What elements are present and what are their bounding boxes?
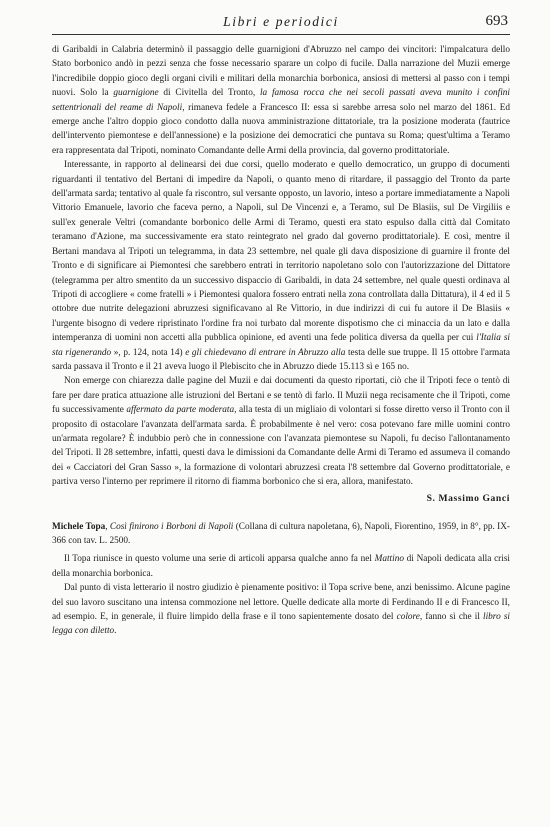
italic-text: affermato da parte moderata — [126, 405, 235, 416]
text-run: , fanno sì che il — [419, 612, 484, 623]
text-run: Il Topa riunisce in questo volume una serie di articoli apparsa qualche anno fa nel — [64, 554, 375, 565]
text-run: di Civitella del Tronto, — [158, 88, 260, 99]
page-header — [52, 12, 510, 35]
article-body — [52, 43, 510, 639]
text-run: testa delle sue truppe. Il 15 ottobre l'armata sarda passava il Tronto e il 21 aveva luogo il Plebiscito che in Abruzzo diede 15.113 sì e 165 no. — [52, 347, 511, 372]
book-review-heading: Michele Topa, Così finirono i Borboni di Napoli (Collana di cultura napoletana, 6), Napoli, Fiorentino, 1959, in 8°, pp. IX-366 con tav. L. 2500. — [52, 521, 511, 546]
paragraph — [52, 581, 510, 639]
text-run: di Garibaldi in Calabria determinò il passaggio delle guarnigioni d'Abruzzo nel campo dei vincitori: l'impalcatura dello Stato borbonico andò in pezzi senza che fosse necessario sparare un colpo di fucile. Dalla narrazione del Muzii emerge l'incredibile doppio gioco degli organi civili e militari della monarchia borbonica, ansiosi di mettersi al passo con i tempi nuovi. Solo la — [52, 45, 510, 99]
paragraph — [52, 552, 510, 581]
article-paragraphs — [52, 43, 510, 490]
italic-text: guarnigione — [113, 88, 159, 99]
italic-text: la famosa rocca che nei secoli passati aveva munito i confini settentrionali del reame di Napoli — [52, 88, 510, 113]
text-run: », p. 124, nota 14) — [111, 347, 186, 358]
italic-text: l'Italia si sta rigenerando — [52, 333, 510, 358]
italic-text: colore — [396, 612, 420, 623]
review-paragraphs — [52, 552, 510, 638]
text-run: , alla testa di un migliaio di volontari si fosse diretto verso il Tronto con il proposito di ostacolare l'avanzata dell'armata sarda. È probabilmente è nel vero: cosa potevano fare mille uomini contro un'armata regolare? È indubbio però che in connessione con l'avanzata piemontese su Napoli, fu deciso l'allontanamento del Tripoti. Il 28 settembre, infatti, questi dava le dimissioni da Comandante delle Armi di Teramo ed assumeva il comando dei « Cacciatori del Gran Sasso », la formazione di volontari abruzzesi creata l'8 settembre dal Governo prodittatoriale, e partiva verso l'interno per reprimere il ritorno di fiamma borbonico che si era, allora, manifestato. — [52, 405, 510, 488]
page-number: 693 — [485, 13, 508, 29]
paragraph — [52, 158, 510, 374]
reviewer-signature: S. Massimo Ganci — [426, 492, 510, 504]
paragraph — [52, 43, 510, 158]
italic-text: e gli chiedevano di entrare in Abruzzo alla — [185, 347, 346, 358]
book-publication-details: (Collana di cultura napoletana, 6), Napoli, Fiorentino, 1959, in 8°, pp. IX-366 con tav. L. 2500. — [52, 521, 511, 546]
book-title: Così finirono i Borboni di Napoli — [109, 521, 234, 532]
text-run: Non emerge con chiarezza dalle pagine del Muzii e dai documenti da questo riportati, ciò che il Tripoti fece o tentò di fare per dare pratica attuazione alle istruzioni del Bertani e se tentò di farlo. Il Muzii nega recisamente che il Tripoti, come fu successivamente — [52, 376, 510, 416]
text-run: . — [114, 626, 117, 637]
italic-text: Mattino — [374, 554, 404, 565]
book-author: Michele Topa — [52, 521, 106, 532]
text-run: di Napoli dedicata alla crisi della monarchia borbonica. — [52, 554, 510, 579]
text-run: Interessante, in rapporto al delinearsi dei due corsi, quello moderato e quello democratico, un gruppo di documenti riguardanti il tentativo del Bertani di impedire da Napoli, o quanto meno di ritardare, il passaggio del Tronto da parte dell'armata sarda; tentativo al quale fa riscontro, sul versante opposto, un lavorio, inteso a portare immediatamente a Napoli Vittorio Emanuele, lavorio che faceva perno, a Napoli, sul De Vincenzi e, a Teramo, sul De Blasiis, sul De Virgiliis e sull'ex generale Veltri (comandante borbonico delle Armi di Teramo, questi era stato espulso dalla città dal Comitato teramano d'Azione, ma successivamente era stato reintegrato nel grado dal governo prodittatoriale). E così, mentre il Bertani mandava al Tripoti un telegramma, in data 23 settembre, nel quale gli dava disposizione di guarnire il fronte del Tronto e di significare ai Piemontesi che sarebbero entrati in territorio napoletano solo con l'autorizzazione del Dittatore (telegramma per altro smentito da un successivo dispaccio di Garibaldi, in data 24 settembre, nel quale questi ordinava al Tripoti di accogliere « come fratelli » i Piemontesi qualora fossero entrati nella zona controllata dalla Dittatura), il 4 ed il 5 ottobre due nutrite delegazioni abruzzesi significavano al Re Vittorio, in due indirizzi di cui fu autore il De Blasiis « l'urgente bisogno di vedere ripristinato l'ordine fra noi turbato dal morente dispotismo che ci minaccia da un lato e dalla intemperanza di uomini non accetti alla pubblica opinione, ed aventi una fede politica diversa da quella per cui — [52, 160, 510, 344]
paragraph — [52, 374, 510, 489]
text-run: Dal punto di vista letterario il nostro giudizio è pienamente positivo: il Topa scrive bene, anzi benissimo. Alcune pagine del suo lavoro suscitano una intensa commozione nel lettore. Quelle dedicate alla morte di Ferdinando II e di Francesco II, ad esempio. E, in generale, il fluire limpido della frase e il tono sapientemente dosato del — [52, 583, 510, 623]
italic-text: libro si legga con diletto — [52, 612, 510, 637]
running-title: Libri e periodici — [223, 14, 339, 29]
text-run: , rimaneva fedele a Francesco II: essa si sarebbe arresa solo nel marzo del 1861. Ed emerge anche l'altro doppio gioco condotto dalla nuova amministrazione dittatoriale, tra la posizione moderata (fautrice dell'intervento piemontese e dell'annessione) e la posizione dei democratici che puntava su Roma; quest'ultima a Teramo era rappresentata dal Tripoti, nominato Comandante delle Armi della provincia, dal governo prodittatoriale. — [52, 102, 510, 156]
